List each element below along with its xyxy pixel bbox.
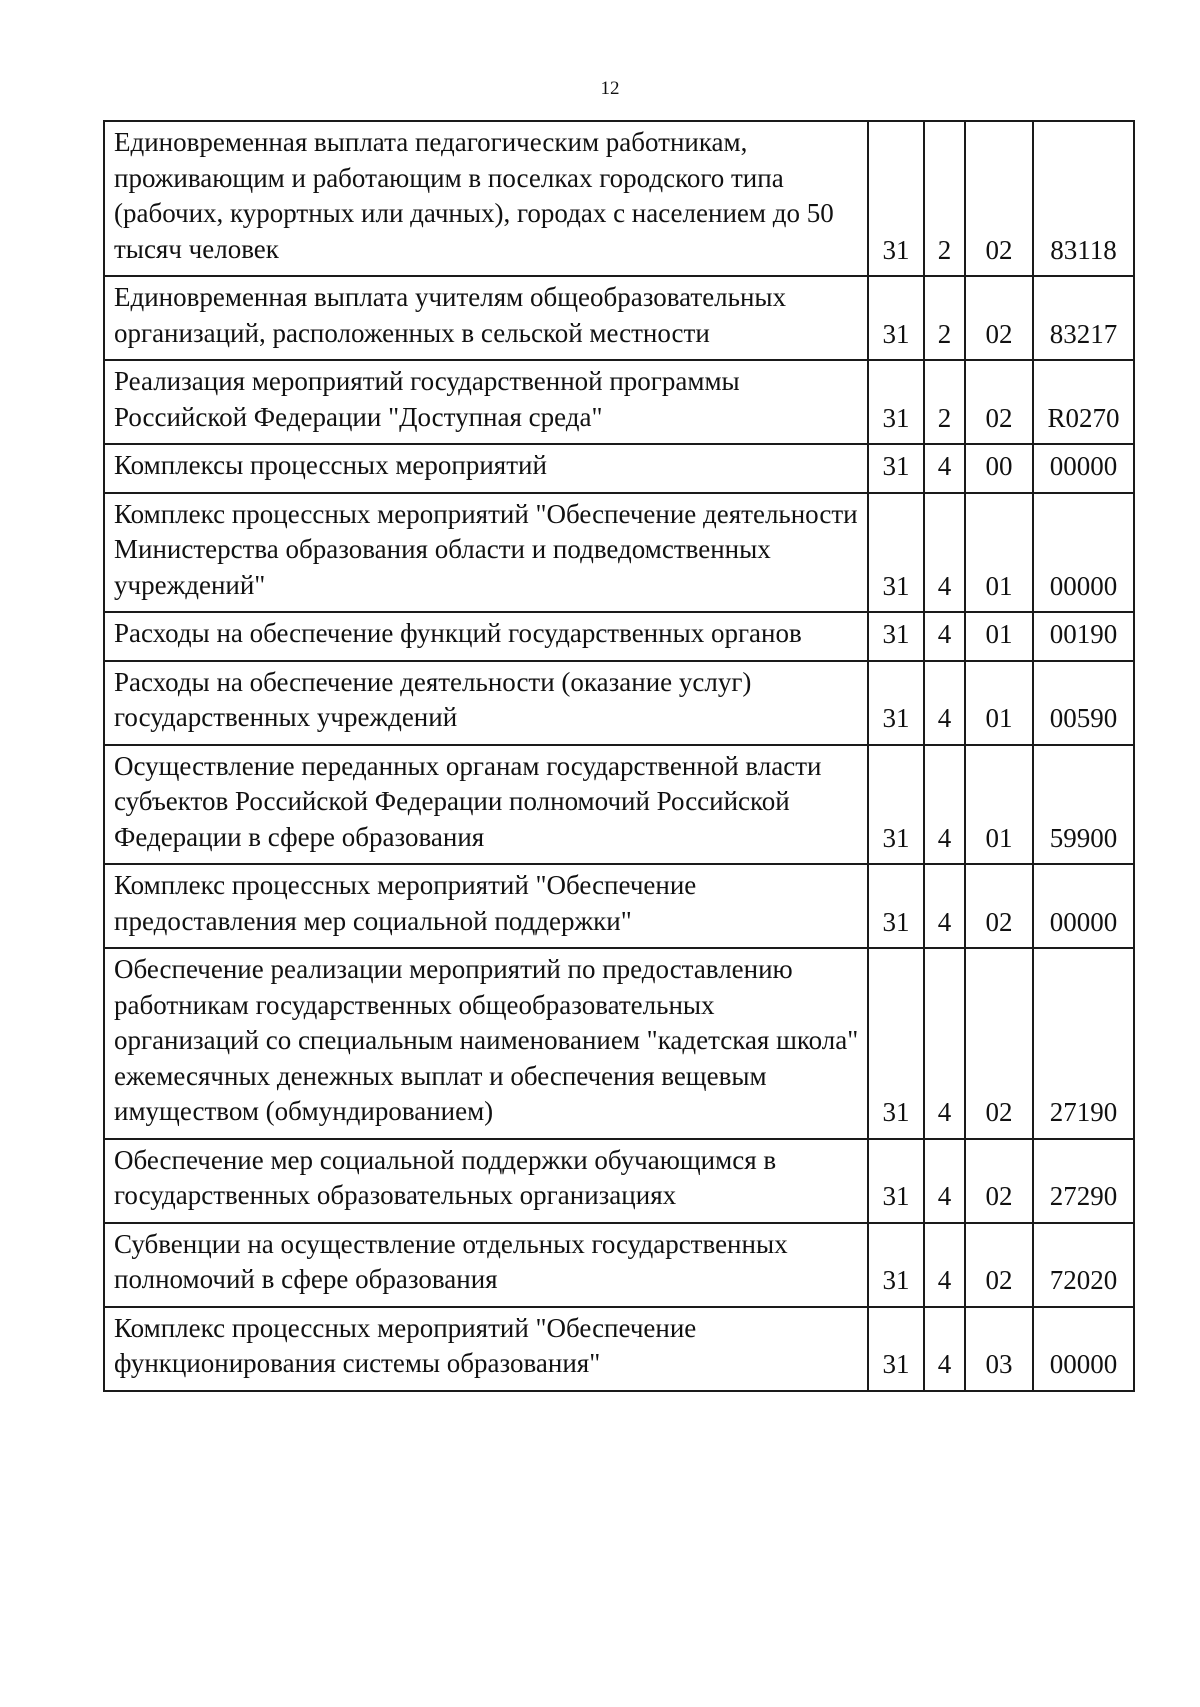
direction-code: 00000 xyxy=(1033,444,1134,493)
subprogram-code: 4 xyxy=(924,1223,965,1307)
event-code: 03 xyxy=(965,1307,1033,1391)
expense-name: Комплекс процессных мероприятий "Обеспечение функционирования системы образования" xyxy=(104,1307,868,1391)
table-row xyxy=(104,121,1134,276)
event-code: 02 xyxy=(965,1223,1033,1307)
subprogram-code: 4 xyxy=(924,948,965,1139)
subprogram-code: 4 xyxy=(924,745,965,865)
program-code: 31 xyxy=(868,1307,924,1391)
direction-code: R0270 xyxy=(1033,360,1134,444)
program-code: 31 xyxy=(868,1223,924,1307)
direction-code: 00000 xyxy=(1033,864,1134,948)
direction-code: 72020 xyxy=(1033,1223,1134,1307)
subprogram-code: 4 xyxy=(924,864,965,948)
event-code: 02 xyxy=(965,360,1033,444)
program-code: 31 xyxy=(868,948,924,1139)
table-row xyxy=(104,1223,1134,1307)
expense-name: Комплекс процессных мероприятий "Обеспечение предоставления мер социальной поддержки" xyxy=(104,864,868,948)
event-code: 01 xyxy=(965,661,1033,745)
subprogram-code: 2 xyxy=(924,276,965,360)
expense-name: Реализация мероприятий государственной программы Российской Федерации "Доступная среда" xyxy=(104,360,868,444)
table-row xyxy=(104,360,1134,444)
expense-name: Единовременная выплата педагогическим работникам, проживающим и работающим в поселках городского типа (рабочих, курортных или дачных), городах с населением до 50 тысяч человек xyxy=(104,121,868,276)
direction-code: 27190 xyxy=(1033,948,1134,1139)
subprogram-code: 4 xyxy=(924,1307,965,1391)
table-row xyxy=(104,276,1134,360)
event-code: 00 xyxy=(965,444,1033,493)
direction-code: 00590 xyxy=(1033,661,1134,745)
expense-name: Обеспечение реализации мероприятий по предоставлению работникам государственных общеобразовательных организаций со специальным наименованием "кадетская школа" ежемесячных денежных выплат и обеспечения вещевым имуществом (обмундированием) xyxy=(104,948,868,1139)
table-row xyxy=(104,444,1134,493)
table-row xyxy=(104,948,1134,1139)
direction-code: 00190 xyxy=(1033,612,1134,661)
program-code: 31 xyxy=(868,121,924,276)
program-code: 31 xyxy=(868,745,924,865)
expense-name: Обеспечение мер социальной поддержки обучающимся в государственных образовательных организациях xyxy=(104,1139,868,1223)
event-code: 01 xyxy=(965,493,1033,613)
direction-code: 83217 xyxy=(1033,276,1134,360)
table-row xyxy=(104,612,1134,661)
program-code: 31 xyxy=(868,276,924,360)
event-code: 02 xyxy=(965,1139,1033,1223)
event-code: 02 xyxy=(965,121,1033,276)
expense-name: Комплекс процессных мероприятий "Обеспечение деятельности Министерства образования области и подведомственных учреждений" xyxy=(104,493,868,613)
expense-name: Единовременная выплата учителям общеобразовательных организаций, расположенных в сельской местности xyxy=(104,276,868,360)
program-code: 31 xyxy=(868,661,924,745)
subprogram-code: 4 xyxy=(924,444,965,493)
expense-name: Осуществление переданных органам государственной власти субъектов Российской Федерации полномочий Российской Федерации в сфере образования xyxy=(104,745,868,865)
expense-name: Расходы на обеспечение функций государственных органов xyxy=(104,612,868,661)
expense-name: Комплексы процессных мероприятий xyxy=(104,444,868,493)
direction-code: 00000 xyxy=(1033,493,1134,613)
event-code: 02 xyxy=(965,948,1033,1139)
subprogram-code: 2 xyxy=(924,360,965,444)
subprogram-code: 4 xyxy=(924,493,965,613)
subprogram-code: 2 xyxy=(924,121,965,276)
expense-name: Субвенции на осуществление отдельных государственных полномочий в сфере образования xyxy=(104,1223,868,1307)
table-row xyxy=(104,745,1134,865)
page-number: 12 xyxy=(600,78,620,99)
subprogram-code: 4 xyxy=(924,612,965,661)
subprogram-code: 4 xyxy=(924,1139,965,1223)
program-code: 31 xyxy=(868,1139,924,1223)
direction-code: 27290 xyxy=(1033,1139,1134,1223)
event-code: 02 xyxy=(965,276,1033,360)
budget-classification-table xyxy=(103,120,1135,1392)
table-row xyxy=(104,864,1134,948)
table-row xyxy=(104,1307,1134,1391)
expense-name: Расходы на обеспечение деятельности (оказание услуг) государственных учреждений xyxy=(104,661,868,745)
direction-code: 83118 xyxy=(1033,121,1134,276)
table-row xyxy=(104,1139,1134,1223)
subprogram-code: 4 xyxy=(924,661,965,745)
table-row xyxy=(104,493,1134,613)
program-code: 31 xyxy=(868,493,924,613)
program-code: 31 xyxy=(868,360,924,444)
event-code: 02 xyxy=(965,864,1033,948)
event-code: 01 xyxy=(965,612,1033,661)
direction-code: 59900 xyxy=(1033,745,1134,865)
table-row xyxy=(104,661,1134,745)
program-code: 31 xyxy=(868,444,924,493)
direction-code: 00000 xyxy=(1033,1307,1134,1391)
program-code: 31 xyxy=(868,612,924,661)
program-code: 31 xyxy=(868,864,924,948)
event-code: 01 xyxy=(965,745,1033,865)
